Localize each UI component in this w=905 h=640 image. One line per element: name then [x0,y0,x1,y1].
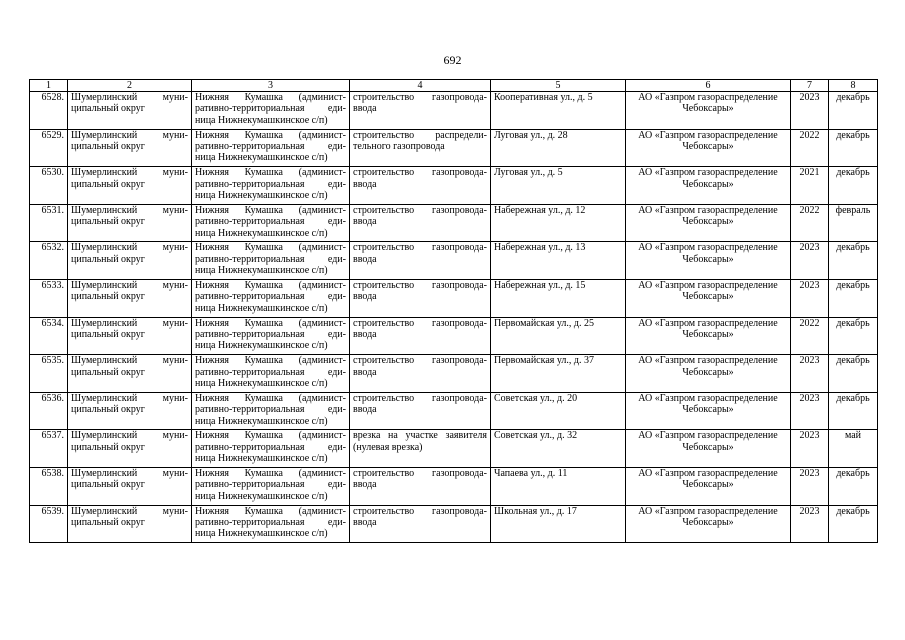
address [491,204,626,242]
cell-text: декабрь [836,92,870,103]
year [791,92,829,130]
table-row [30,92,878,130]
cell-text: ница Нижнекумашкинское с/п) [195,490,328,502]
cell-text: 6538. [41,467,64,479]
month [829,505,878,543]
cell-text: декабрь [836,129,870,141]
cell-text: ввода [353,178,377,190]
cell-text: строительство газопровода- [353,279,487,291]
cell-text: Чебоксары» [682,216,734,228]
row-number [30,204,68,242]
municipal-district [68,167,192,205]
locality [192,467,350,505]
row-number [30,279,68,317]
cell-text: АО «Газпром газораспределение [638,317,778,329]
cell-text: ративно-территориальная еди- [195,366,346,378]
cell-text: 6529. [41,129,64,141]
year [791,167,829,205]
cell-text: ративно-территориальная еди- [195,516,346,528]
cell-text: ница Нижнекумашкинское с/п) [195,152,328,164]
cell-text: декабрь [836,242,870,254]
cell-text: строительство газопровода- [353,167,487,179]
cell-text: Шумерлинский муни- [71,129,188,141]
cell-text: ница Нижнекумашкинское с/п) [195,227,328,239]
cell-text: строительство газопровода- [353,355,487,367]
cell-text: АО «Газпром газораспределение [638,242,778,254]
municipal-district [68,129,192,167]
address [491,317,626,355]
locality [192,317,350,355]
table-row [30,430,878,468]
column-header: 8 [829,80,878,92]
address [491,279,626,317]
cell-text: Набережная ул., д. 12 [494,204,586,216]
row-number [30,505,68,543]
cell-text: Нижняя Кумашка (админист- [195,505,346,517]
cell-text: Шумерлинский муни- [71,167,188,179]
table-row [30,505,878,543]
organization [626,279,791,317]
year [791,204,829,242]
work-type [350,204,491,242]
cell-text: ница Нижнекумашкинское с/п) [195,265,328,277]
organization [626,242,791,280]
column-header: 7 [791,80,829,92]
cell-text: декабрь [836,279,870,291]
cell-text: 6534. [41,317,64,329]
municipal-district [68,355,192,393]
cell-text: Нижняя Кумашка (админист- [195,392,346,404]
cell-text: Чебоксары» [682,404,734,416]
cell-text: Нижняя Кумашка (админист- [195,430,346,442]
cell-text: 6535. [41,355,64,367]
cell-text: ница Нижнекумашкинское с/п) [195,114,328,126]
locality [192,92,350,130]
year [791,279,829,317]
organization [626,204,791,242]
cell-text: Первомайская ул., д. 37 [494,355,594,367]
cell-text: 6539. [41,505,64,517]
column-header: 5 [491,80,626,92]
cell-text: Шумерлинский муни- [71,279,188,291]
cell-text: ципальный округ [71,328,145,340]
cell-text: Чебоксары» [682,328,734,340]
column-header: 6 [626,80,791,92]
cell-text: ница Нижнекумашкинское с/п) [195,190,328,201]
month [829,392,878,430]
cell-text: 2021 [799,167,820,179]
address [491,505,626,543]
cell-text: декабрь [836,392,870,404]
work-type [350,317,491,355]
month [829,279,878,317]
locality [192,129,350,167]
table-row [30,279,878,317]
cell-text: ративно-территориальная еди- [195,479,346,491]
cell-text: ративно-территориальная еди- [195,291,346,303]
table-body [30,92,878,543]
locality [192,167,350,205]
organization [626,430,791,468]
locality [192,355,350,393]
row-number [30,430,68,468]
cell-text: Луговая ул., д. 28 [494,129,568,141]
cell-text: Школьная ул., д. 17 [494,505,577,517]
cell-text: ница Нижнекумашкинское с/п) [195,415,328,427]
work-type [350,279,491,317]
cell-text: Нижняя Кумашка (админист- [195,317,346,329]
address [491,167,626,205]
cell-text: декабрь [836,167,870,179]
month [829,467,878,505]
cell-text: ница Нижнекумашкинское с/п) [195,377,328,389]
locality [192,505,350,543]
cell-text: АО «Газпром газораспределение [638,204,778,216]
cell-text: Нижняя Кумашка (админист- [195,129,346,141]
cell-text: ница Нижнекумашкинское с/п) [195,528,328,540]
cell-text: АО «Газпром газораспределение [638,355,778,367]
cell-text: 6530. [41,167,64,179]
cell-text: Чебоксары» [682,103,734,115]
cell-text: ввода [353,328,377,340]
cell-text: 6528. [41,92,64,103]
row-number [30,355,68,393]
address [491,430,626,468]
year [791,467,829,505]
row-number [30,167,68,205]
cell-text: Нижняя Кумашка (админист- [195,92,346,103]
cell-text: 2023 [799,92,820,103]
cell-text: 2022 [799,129,820,141]
cell-text: Шумерлинский муни- [71,392,188,404]
cell-text: Нижняя Кумашка (админист- [195,167,346,179]
cell-text: врезка на участке заявителя [353,430,487,442]
address [491,92,626,130]
address [491,355,626,393]
cell-text: ввода [353,103,377,115]
cell-text: Шумерлинский муни- [71,467,188,479]
municipal-district [68,505,192,543]
work-type [350,355,491,393]
cell-text: Набережная ул., д. 13 [494,242,586,254]
table-row [30,129,878,167]
table-row [30,242,878,280]
organization [626,467,791,505]
cell-text: Чапаева ул., д. 11 [494,467,568,479]
cell-text: АО «Газпром газораспределение [638,392,778,404]
municipal-district [68,467,192,505]
cell-text: Чебоксары» [682,141,734,152]
month [829,355,878,393]
cell-text: 2023 [799,242,820,254]
month [829,92,878,130]
cell-text: ввода [353,216,377,228]
column-header: 4 [350,80,491,92]
cell-text: 2023 [799,467,820,479]
table-row [30,167,878,205]
cell-text: ципальный округ [71,479,145,491]
cell-text: Нижняя Кумашка (админист- [195,467,346,479]
month [829,129,878,167]
cell-text: ципальный округ [71,441,145,453]
cell-text: Шумерлинский муни- [71,242,188,254]
cell-text: ввода [353,404,377,416]
cell-text: Чебоксары» [682,366,734,378]
row-number [30,242,68,280]
cell-text: ципальный округ [71,103,145,115]
cell-text: ница Нижнекумашкинское с/п) [195,302,328,314]
month [829,317,878,355]
cell-text: ративно-территориальная еди- [195,404,346,416]
cell-text: ративно-территориальная еди- [195,103,346,115]
gasification-table [29,79,878,543]
cell-text: строительство газопровода- [353,467,487,479]
locality [192,430,350,468]
work-type [350,92,491,130]
cell-text: строительство распредели- [353,129,487,141]
work-type [350,505,491,543]
table-row [30,355,878,393]
cell-text: ципальный округ [71,366,145,378]
cell-text: май [844,430,862,442]
cell-text: 2023 [799,279,820,291]
municipal-district [68,92,192,130]
cell-text: АО «Газпром газораспределение [638,505,778,517]
month [829,167,878,205]
cell-text: строительство газопровода- [353,92,487,103]
year [791,392,829,430]
table-row [30,317,878,355]
cell-text: ввода [353,516,377,528]
cell-text: Шумерлинский муни- [71,317,188,329]
cell-text: ввода [353,479,377,491]
row-number [30,467,68,505]
cell-text: строительство газопровода- [353,204,487,216]
cell-text: ративно-территориальная еди- [195,253,346,265]
cell-text: АО «Газпром газораспределение [638,129,778,141]
work-type [350,430,491,468]
organization [626,392,791,430]
municipal-district [68,430,192,468]
cell-text: Советская ул., д. 32 [494,430,578,442]
cell-text: АО «Газпром газораспределение [638,279,778,291]
cell-text: Первомайская ул., д. 25 [494,317,594,329]
cell-text: ципальный округ [71,253,145,265]
cell-text: Луговая ул., д. 5 [494,167,563,179]
cell-text: Шумерлинский муни- [71,92,188,103]
address [491,242,626,280]
work-type [350,167,491,205]
cell-text: 2022 [799,204,820,216]
cell-text: Чебоксары» [682,253,734,265]
cell-text: Шумерлинский муни- [71,204,188,216]
cell-text: февраль [835,204,871,216]
locality [192,204,350,242]
table-row [30,204,878,242]
organization [626,317,791,355]
cell-text: 6532. [41,242,64,254]
municipal-district [68,317,192,355]
address [491,129,626,167]
organization [626,129,791,167]
cell-text: (нулевая врезка) [353,441,423,453]
year [791,129,829,167]
address [491,392,626,430]
municipal-district [68,279,192,317]
year [791,242,829,280]
page-number: 692 [443,53,462,67]
cell-text: строительство газопровода- [353,242,487,254]
row-number [30,317,68,355]
cell-text: Нижняя Кумашка (админист- [195,242,346,254]
organization [626,505,791,543]
cell-text: АО «Газпром газораспределение [638,467,778,479]
cell-text: ративно-территориальная еди- [195,441,346,453]
table-row [30,392,878,430]
column-header: 2 [68,80,192,92]
locality [192,392,350,430]
cell-text: Чебоксары» [682,291,734,303]
cell-text: ввода [353,253,377,265]
month [829,242,878,280]
cell-text: Нижняя Кумашка (админист- [195,279,346,291]
cell-text: ративно-территориальная еди- [195,328,346,340]
cell-text: декабрь [836,355,870,367]
work-type [350,392,491,430]
year [791,430,829,468]
year [791,317,829,355]
cell-text: Шумерлинский муни- [71,505,188,517]
locality [192,279,350,317]
cell-text: Шумерлинский муни- [71,355,188,367]
municipal-district [68,392,192,430]
cell-text: ципальный округ [71,516,145,528]
work-type [350,242,491,280]
cell-text: Советская ул., д. 20 [494,392,578,404]
organization [626,355,791,393]
organization [626,92,791,130]
cell-text: 6533. [41,279,64,291]
cell-text: АО «Газпром газораспределение [638,167,778,179]
cell-text: Чебоксары» [682,178,734,190]
cell-text: ративно-территориальная еди- [195,178,346,190]
column-header: 1 [30,80,68,92]
cell-text: Нижняя Кумашка (админист- [195,355,346,367]
municipal-district [68,242,192,280]
cell-text: строительство газопровода- [353,317,487,329]
cell-text: Чебоксары» [682,441,734,453]
cell-text: Кооперативная ул., д. 5 [494,92,593,103]
cell-text: ративно-территориальная еди- [195,141,346,152]
work-type [350,129,491,167]
cell-text: Чебоксары» [682,516,734,528]
municipal-district [68,204,192,242]
cell-text: строительство газопровода- [353,505,487,517]
cell-text: тельного газопровода [353,141,445,152]
column-number-row [30,80,878,92]
cell-text: АО «Газпром газораспределение [638,92,778,103]
cell-text: Набережная ул., д. 15 [494,279,586,291]
cell-text: ница Нижнекумашкинское с/п) [195,340,328,352]
address [491,467,626,505]
cell-text: 6531. [41,204,64,216]
cell-text: 2023 [799,355,820,367]
month [829,430,878,468]
cell-text: 2022 [799,317,820,329]
cell-text: Чебоксары» [682,479,734,491]
cell-text: декабрь [836,467,870,479]
cell-text: Шумерлинский муни- [71,430,188,442]
month [829,204,878,242]
cell-text: 2023 [799,430,820,442]
locality [192,242,350,280]
cell-text: декабрь [836,317,870,329]
row-number [30,129,68,167]
cell-text: АО «Газпром газораспределение [638,430,778,442]
year [791,505,829,543]
cell-text: ципальный округ [71,404,145,416]
cell-text: строительство газопровода- [353,392,487,404]
cell-text: 6536. [41,392,64,404]
cell-text: декабрь [836,505,870,517]
cell-text: ципальный округ [71,141,145,152]
cell-text: ративно-территориальная еди- [195,216,346,228]
cell-text: 6537. [41,430,64,442]
cell-text: 2023 [799,505,820,517]
cell-text: ввода [353,366,377,378]
row-number [30,92,68,130]
table-row [30,467,878,505]
column-header: 3 [192,80,350,92]
cell-text: ципальный округ [71,216,145,228]
cell-text: 2023 [799,392,820,404]
row-number [30,392,68,430]
cell-text: ципальный округ [71,178,145,190]
work-type [350,467,491,505]
cell-text: ввода [353,291,377,303]
cell-text: ципальный округ [71,291,145,303]
organization [626,167,791,205]
cell-text: ница Нижнекумашкинское с/п) [195,453,328,465]
year [791,355,829,393]
cell-text: Нижняя Кумашка (админист- [195,204,346,216]
